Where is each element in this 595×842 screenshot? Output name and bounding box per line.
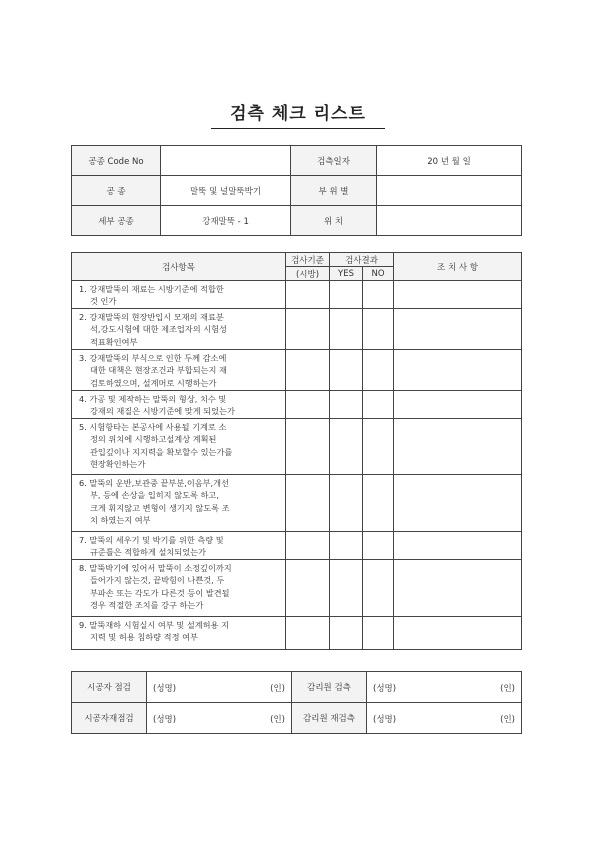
table-row	[72, 475, 522, 532]
seal-placeholder: (인)	[270, 715, 285, 725]
action-cell[interactable]	[394, 391, 522, 419]
name-placeholder: (성명)	[373, 684, 397, 694]
contractor-check-label: 시공자 점검	[72, 672, 147, 703]
document-title: 검측 체크 리스트	[211, 102, 385, 129]
standard-cell[interactable]	[286, 616, 330, 649]
code-value-field[interactable]	[161, 146, 291, 176]
inspection-date-field[interactable]: 20 년 월 일	[377, 146, 522, 176]
table-row	[72, 532, 522, 560]
part-label: 부 위 별	[291, 176, 377, 206]
supervisor-check-label: 감리원 검측	[292, 672, 367, 703]
seal-placeholder: (인)	[270, 684, 285, 694]
header-info-table	[71, 145, 522, 236]
name-placeholder: (성명)	[373, 715, 397, 725]
yes-cell[interactable]	[330, 391, 363, 419]
standard-cell[interactable]	[286, 391, 330, 419]
item-text-2: 2. 강재말뚝의 현장반입시 모재의 재료분 석,강도시험에 대한 제조업자의 시험성 적표확인여부	[72, 309, 286, 350]
no-cell[interactable]	[363, 281, 394, 309]
standard-cell[interactable]	[286, 281, 330, 309]
col-header-item: 검사항목	[72, 253, 286, 281]
yes-cell[interactable]	[330, 419, 363, 475]
no-cell[interactable]	[363, 559, 394, 616]
action-cell[interactable]	[394, 532, 522, 560]
supervisor-signature-field[interactable]	[367, 672, 522, 703]
supervisor-recheck-signature-field[interactable]	[367, 703, 522, 734]
yes-cell[interactable]	[330, 616, 363, 649]
code-label: 공종 Code No	[72, 146, 161, 176]
table-row	[72, 350, 522, 391]
seal-placeholder: (인)	[500, 715, 515, 725]
standard-cell[interactable]	[286, 350, 330, 391]
table-row	[72, 281, 522, 309]
inspection-items-table	[71, 252, 522, 650]
item-text-1: 1. 강재말뚝의 재료는 시방기준에 적합한 것 인가	[72, 281, 286, 309]
no-cell[interactable]	[363, 532, 394, 560]
standard-cell[interactable]	[286, 309, 330, 350]
table-row	[72, 616, 522, 649]
contractor-recheck-label: 시공자재점검	[72, 703, 147, 734]
standard-cell[interactable]	[286, 475, 330, 532]
no-cell[interactable]	[363, 616, 394, 649]
item-text-8: 8. 말뚝박기에 있어서 말뚝이 소정깊이까지 들어가지 않는것, 끝박힘이 나쁜것, 두 부파손 또는 각도가 다른것 등이 발견될 경우 적절한 조치를 강구 하는가	[72, 559, 286, 616]
no-cell[interactable]	[363, 475, 394, 532]
col-header-standard: 검사기준	[286, 253, 330, 267]
item-text-4: 4. 가공 및 제작하는 말뚝의 형상, 치수 및 강재의 재질은 시방기준에 맞게 되었는가	[72, 391, 286, 419]
table-row	[72, 419, 522, 475]
action-cell[interactable]	[394, 419, 522, 475]
col-header-yes: YES	[330, 267, 363, 281]
work-type-label: 공 종	[72, 176, 161, 206]
yes-cell[interactable]	[330, 532, 363, 560]
name-placeholder: (성명)	[153, 715, 177, 725]
yes-cell[interactable]	[330, 281, 363, 309]
work-type-value: 말뚝 및 널말뚝박기	[161, 176, 291, 206]
item-text-6: 6. 말뚝의 운반,보관중 끝부분,이음부,개선 부, 등에 손상을 입히지 않도록 하고, 크게 휘지않고 변형이 생기지 않도록 조 치 하였는지 여부	[72, 475, 286, 532]
yes-cell[interactable]	[330, 350, 363, 391]
col-header-action: 조 치 사 항	[394, 253, 522, 281]
yes-cell[interactable]	[330, 475, 363, 532]
standard-cell[interactable]	[286, 532, 330, 560]
standard-cell[interactable]	[286, 559, 330, 616]
action-cell[interactable]	[394, 350, 522, 391]
yes-cell[interactable]	[330, 559, 363, 616]
col-header-result: 검사결과	[330, 253, 394, 267]
yes-cell[interactable]	[330, 309, 363, 350]
action-cell[interactable]	[394, 616, 522, 649]
inspection-date-label: 검측일자	[291, 146, 377, 176]
item-text-7: 7. 말뚝의 세우기 및 박기를 위한 측량 및 규준틀은 적합하게 설치되었는가	[72, 532, 286, 560]
supervisor-recheck-label: 감리원 재검측	[292, 703, 367, 734]
no-cell[interactable]	[363, 391, 394, 419]
item-text-5: 5. 시험항타는 본공사에 사용될 기계로 소 정의 위치에 시행하고설계상 계획된 관입깊이나 지지력을 확보할수 있는가를 현장확인하는가	[72, 419, 286, 475]
signoff-table	[71, 671, 522, 734]
sub-work-type-value: 강재말뚝 - 1	[161, 206, 291, 236]
table-row	[72, 559, 522, 616]
col-header-standard-sub: (시방)	[286, 267, 330, 281]
no-cell[interactable]	[363, 309, 394, 350]
name-placeholder: (성명)	[153, 684, 177, 694]
no-cell[interactable]	[363, 350, 394, 391]
location-label: 위 치	[291, 206, 377, 236]
col-header-no: NO	[363, 267, 394, 281]
contractor-signature-field[interactable]	[147, 672, 292, 703]
action-cell[interactable]	[394, 281, 522, 309]
action-cell[interactable]	[394, 475, 522, 532]
table-row	[72, 309, 522, 350]
table-row	[72, 391, 522, 419]
part-field[interactable]	[377, 176, 522, 206]
sub-work-type-label: 세부 공종	[72, 206, 161, 236]
item-text-9: 9. 말뚝재하 시험실시 여부 및 설계허용 지 지력 및 허용 침하량 적정 여부	[72, 616, 286, 649]
no-cell[interactable]	[363, 419, 394, 475]
action-cell[interactable]	[394, 309, 522, 350]
contractor-recheck-signature-field[interactable]	[147, 703, 292, 734]
item-text-3: 3. 강재말뚝의 부식으로 인한 두께 감소에 대한 대책은 현장조건과 부합되는지 재 검토하였으며, 설계머로 시행하는가	[72, 350, 286, 391]
location-field[interactable]	[377, 206, 522, 236]
action-cell[interactable]	[394, 559, 522, 616]
seal-placeholder: (인)	[500, 684, 515, 694]
standard-cell[interactable]	[286, 419, 330, 475]
